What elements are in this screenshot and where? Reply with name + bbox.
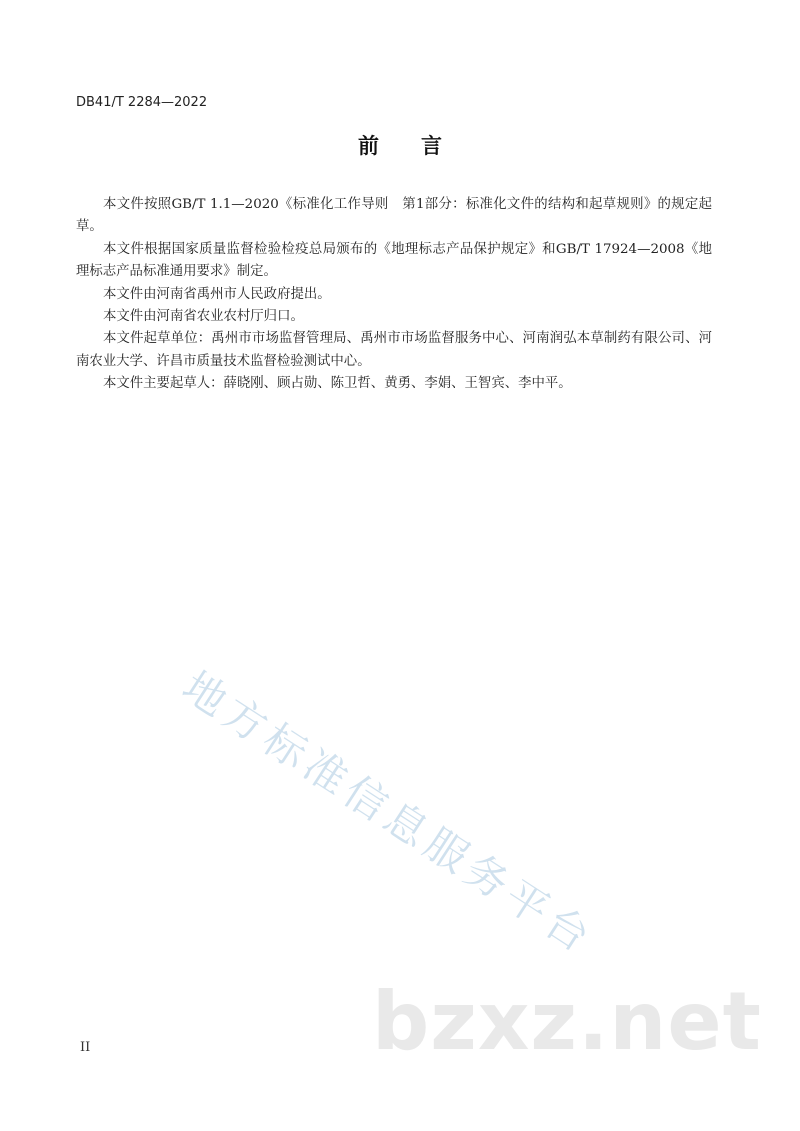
paragraph: 本文件起草单位：禹州市市场监督管理局、禹州市市场监督服务中心、河南润弘本草制药有限公司、河南农业大学、许昌市质量技术监督检验测试中心。 bbox=[76, 331, 712, 369]
foreword-content bbox=[76, 194, 712, 396]
watermark-text: 地方标准信息服务平台 bbox=[173, 661, 604, 965]
page-number: II bbox=[80, 1040, 91, 1055]
site-watermark: bzxz.net bbox=[372, 975, 762, 1068]
paragraph: 本文件根据国家质量监督检验检疫总局颁布的《地理标志产品保护规定》和GB/T 17924—2008《地理标志产品标准通用要求》制定。 bbox=[76, 241, 712, 280]
paragraph: 本文件由河南省农业农村厅归口。 bbox=[103, 309, 304, 325]
paragraph: 本文件按照GB/T 1.1—2020《标准化工作导则 第1部分：标准化文件的结构和起草规则》的规定起草。 bbox=[76, 197, 712, 235]
paragraph: 本文件由河南省禹州市人民政府提出。 bbox=[103, 286, 331, 302]
page-title: 前 言 bbox=[358, 134, 442, 158]
paragraph: 本文件主要起草人：薛晓刚、顾占勋、陈卫哲、黄勇、李娟、王智宾、李中平。 bbox=[103, 376, 572, 392]
standard-code: DB41/T 2284—2022 bbox=[76, 95, 208, 110]
